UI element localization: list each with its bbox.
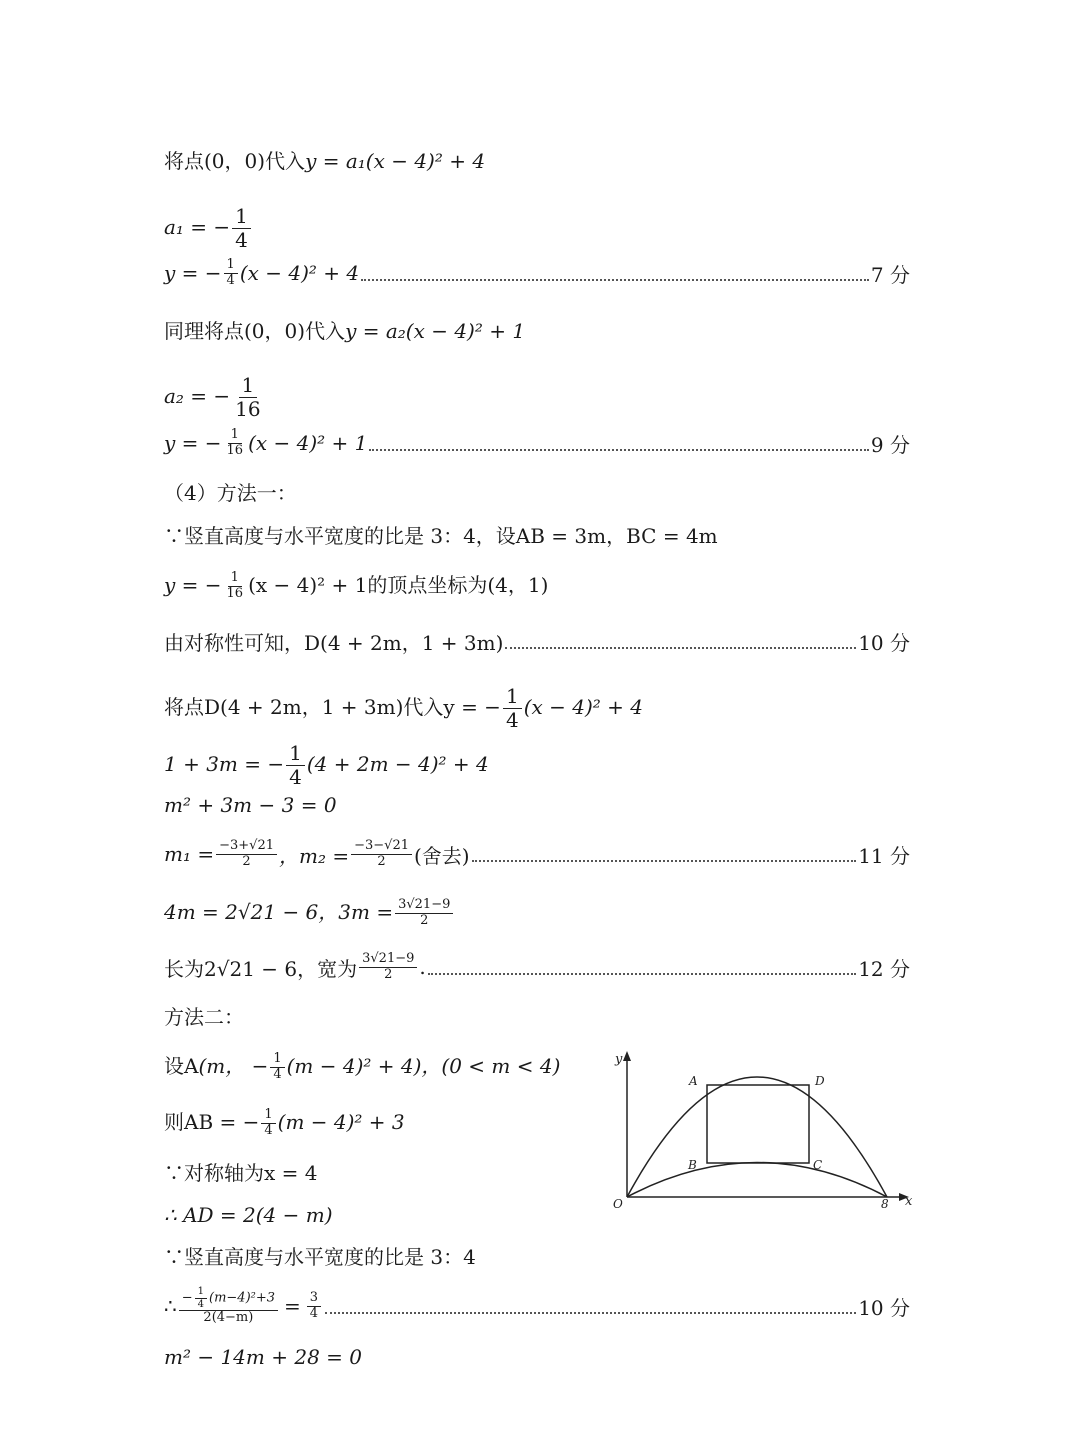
denominator: 4 bbox=[235, 228, 248, 252]
line-3 bbox=[164, 256, 910, 288]
lhs: y = − bbox=[164, 261, 222, 285]
rectangle-abcd bbox=[707, 1085, 809, 1163]
text: ∵竖直高度与水平宽度的比是 3：4 bbox=[164, 1245, 476, 1269]
denominator: 4 bbox=[226, 272, 235, 288]
section-heading: （4）方法一： bbox=[164, 481, 297, 505]
fraction bbox=[232, 374, 263, 421]
point-a-label: A bbox=[689, 1074, 698, 1088]
lhs: a₁ = − bbox=[164, 215, 231, 239]
fraction bbox=[224, 258, 238, 289]
expression: (x − 4)² + 1 bbox=[248, 431, 368, 455]
fraction bbox=[261, 1108, 275, 1139]
line-24 bbox=[164, 1343, 362, 1371]
sign: − bbox=[181, 1290, 193, 1306]
fraction bbox=[224, 571, 247, 602]
line-22 bbox=[164, 1243, 476, 1271]
leader-dots bbox=[428, 973, 856, 975]
line-20 bbox=[164, 1159, 317, 1187]
score: 7 分 bbox=[870, 262, 910, 287]
line-8 bbox=[164, 522, 718, 550]
numerator: 1 bbox=[228, 428, 242, 444]
equation: m² + 3m − 3 = 0 bbox=[164, 793, 337, 817]
lhs: ，m₂ = bbox=[279, 843, 350, 868]
expression: (4 + 2m − 4)² + 4 bbox=[306, 752, 489, 776]
line-15 bbox=[164, 898, 455, 929]
line-14 bbox=[164, 837, 910, 869]
numerator: −3+√21 bbox=[216, 839, 277, 855]
note: (舍去) bbox=[414, 843, 470, 868]
line-6 bbox=[164, 426, 910, 458]
numerator bbox=[179, 1286, 278, 1311]
lhs: a₂ = − bbox=[164, 384, 231, 408]
numerator: 1 bbox=[228, 571, 242, 587]
fraction bbox=[359, 952, 417, 983]
denominator: 16 bbox=[235, 397, 261, 421]
leader-dots bbox=[505, 647, 856, 649]
inner-fraction bbox=[195, 1286, 207, 1310]
score: 12 分 bbox=[858, 956, 910, 981]
denominator: 4 bbox=[264, 1123, 273, 1138]
leader-dots bbox=[369, 449, 869, 451]
numerator: −3−√21 bbox=[351, 839, 412, 855]
line-19 bbox=[164, 1108, 405, 1139]
fraction bbox=[232, 205, 251, 252]
line-10 bbox=[164, 627, 910, 655]
fraction bbox=[395, 898, 453, 929]
text: 代入 bbox=[305, 319, 346, 343]
x-axis-label: x bbox=[905, 1194, 913, 1209]
score: 11 分 bbox=[858, 843, 910, 868]
equation: ∴ AD = 2(4 − m) bbox=[164, 1203, 333, 1227]
score: 10 分 bbox=[858, 1295, 910, 1320]
denominator: 4 bbox=[289, 765, 302, 789]
line-23 bbox=[164, 1286, 910, 1326]
denominator: 2 bbox=[242, 853, 251, 869]
denominator: 16 bbox=[226, 442, 244, 458]
text: 将点 bbox=[164, 149, 204, 173]
numerator: 1 bbox=[503, 685, 522, 709]
x8-label: 8 bbox=[881, 1197, 889, 1211]
leader-dots bbox=[325, 1312, 856, 1314]
numerator: 1 bbox=[261, 1108, 275, 1124]
score: 9 分 bbox=[870, 432, 910, 457]
lhs: m₁ = bbox=[164, 842, 215, 866]
fraction bbox=[503, 685, 522, 732]
inner-parabola bbox=[627, 1163, 887, 1198]
y-axis-arrow bbox=[623, 1051, 631, 1061]
leader-dots bbox=[361, 279, 869, 281]
expression: (x − 4)² + 4 bbox=[239, 261, 360, 285]
point: (0，0) bbox=[244, 319, 306, 343]
text: 由对称性可知，D(4 + 2m，1 + 3m) bbox=[164, 630, 504, 655]
numerator: 3√21−9 bbox=[395, 898, 453, 914]
numerator: 1 bbox=[286, 742, 305, 766]
expression: (m−4)²+3 bbox=[209, 1290, 276, 1306]
origin-label: O bbox=[613, 1197, 623, 1211]
line-16 bbox=[164, 950, 910, 982]
equation: y = a₁(x − 4)² + 4 bbox=[305, 149, 486, 173]
fraction bbox=[270, 1052, 284, 1083]
fraction bbox=[351, 839, 412, 870]
numerator: 1 bbox=[270, 1052, 284, 1068]
numerator: 1 bbox=[195, 1286, 207, 1299]
numerator: 3√21−9 bbox=[359, 952, 417, 968]
denominator: 2 bbox=[384, 966, 393, 982]
denominator: 4 bbox=[273, 1067, 282, 1082]
line-21 bbox=[164, 1201, 333, 1229]
equation: 4m = 2√21 − 6，3m = bbox=[164, 900, 394, 924]
line-2 bbox=[164, 205, 253, 252]
denominator: 4 bbox=[197, 1298, 205, 1310]
numerator: 1 bbox=[224, 258, 238, 274]
score: 10 分 bbox=[858, 630, 910, 655]
expression: (m， − bbox=[198, 1054, 269, 1078]
text: 将点D(4 + 2m，1 + 3m)代入y = − bbox=[164, 695, 501, 719]
line-12 bbox=[164, 742, 489, 789]
denominator: 2 bbox=[377, 853, 386, 869]
line-4 bbox=[164, 317, 525, 345]
line-7 bbox=[164, 479, 297, 507]
text: 同理将点 bbox=[164, 319, 244, 343]
text: 代入 bbox=[265, 149, 306, 173]
fraction bbox=[307, 1291, 321, 1322]
denominator: 4 bbox=[309, 1305, 319, 1321]
section-heading: 方法二： bbox=[164, 1005, 244, 1029]
fraction bbox=[216, 839, 277, 870]
denominator: 2(4−m) bbox=[203, 1310, 254, 1326]
expression: (m − 4)² + 4)，(0 < m < 4) bbox=[286, 1054, 561, 1078]
line-1 bbox=[164, 147, 485, 175]
denominator: 16 bbox=[226, 586, 244, 601]
period: . bbox=[419, 955, 426, 979]
leader-dots bbox=[472, 860, 857, 862]
numerator: 1 bbox=[232, 205, 251, 229]
point-d-label: D bbox=[815, 1074, 825, 1088]
equation: m² − 14m + 28 = 0 bbox=[164, 1345, 362, 1369]
denominator: 4 bbox=[505, 708, 519, 732]
point-c-label: C bbox=[813, 1158, 823, 1172]
lhs: 1 + 3m = − bbox=[164, 752, 285, 776]
text: 长为2√21 − 6，宽为 bbox=[164, 956, 358, 981]
fraction bbox=[179, 1286, 278, 1326]
therefore-symbol: ∴ bbox=[164, 1294, 177, 1318]
expression: (x − 4)² + 4 bbox=[523, 695, 643, 719]
line-5 bbox=[164, 374, 266, 421]
fraction bbox=[286, 742, 305, 789]
denominator: 2 bbox=[420, 913, 429, 928]
fraction bbox=[224, 428, 247, 459]
line-9 bbox=[164, 571, 548, 602]
lhs: y = − bbox=[164, 431, 222, 455]
line-18 bbox=[164, 1052, 560, 1083]
numerator: 3 bbox=[307, 1291, 321, 1307]
text: 则AB = − bbox=[164, 1110, 260, 1134]
y-axis-label: y bbox=[615, 1052, 623, 1067]
expression: (m − 4)² + 3 bbox=[277, 1110, 405, 1134]
parabola-figure bbox=[605, 1045, 925, 1215]
equation: y = a₂(x − 4)² + 1 bbox=[345, 319, 526, 343]
text: ∵对称轴为x = 4 bbox=[164, 1161, 318, 1185]
line-11 bbox=[164, 685, 643, 732]
text: ∵竖直高度与水平宽度的比是 3：4，设AB = 3m，BC = 4m bbox=[164, 524, 718, 548]
expression: (x − 4)² + 1的顶点坐标为(4，1) bbox=[248, 573, 549, 597]
point: (0，0) bbox=[204, 149, 266, 173]
line-17 bbox=[164, 1003, 244, 1031]
point-b-label: B bbox=[688, 1158, 697, 1172]
text: 设A bbox=[164, 1054, 199, 1078]
line-13 bbox=[164, 791, 337, 819]
equals: = bbox=[284, 1294, 301, 1318]
lhs: y = − bbox=[164, 573, 222, 597]
numerator: 1 bbox=[239, 374, 258, 398]
